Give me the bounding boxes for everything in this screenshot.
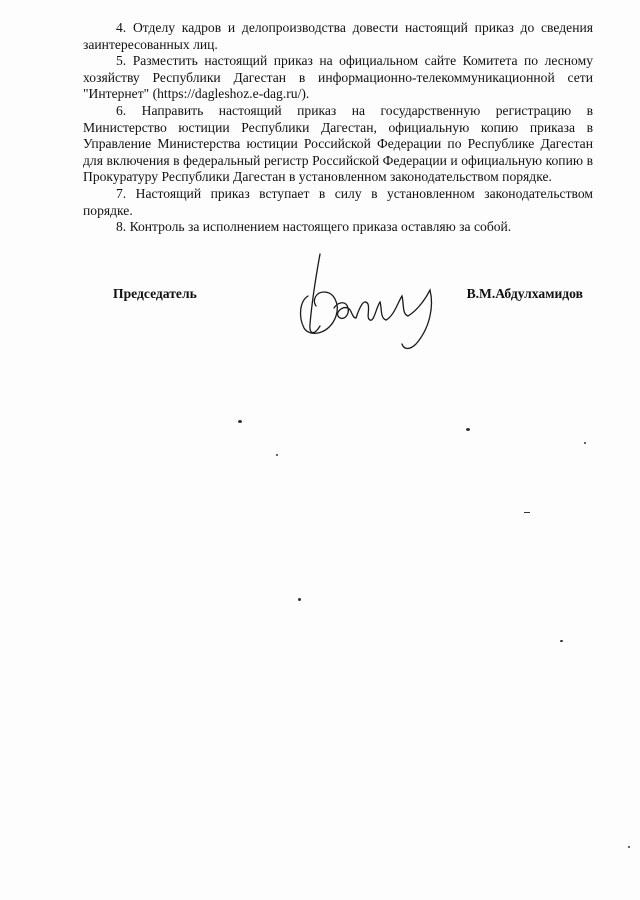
scan-speck bbox=[584, 442, 586, 444]
scan-speck bbox=[466, 428, 470, 431]
scan-speck bbox=[238, 420, 242, 423]
signatory-title: Председатель bbox=[113, 286, 197, 301]
paragraph-4: 4. Отделу кадров и делопроизводства довести настоящий приказ до сведения заинтересованных лиц. bbox=[83, 20, 593, 52]
scan-speck bbox=[276, 454, 278, 456]
scan-speck bbox=[560, 640, 563, 642]
paragraph-5: 5. Разместить настоящий приказ на официальном сайте Комитета по лесному хозяйству Республики Дагестан в информационно-телекоммуникационной сети "Интернет" (https://dagleshoz.e-dag.ru/). bbox=[83, 53, 593, 102]
handwritten-signature bbox=[290, 246, 450, 356]
paragraph-8: 8. Контроль за исполнением настоящего приказа оставляю за собой. bbox=[116, 219, 512, 235]
document-body bbox=[83, 20, 593, 236]
scan-speck bbox=[524, 512, 530, 513]
paragraph-7: 7. Настоящий приказ вступает в силу в установленном законодательством порядке. bbox=[83, 185, 593, 218]
signatory-name: В.М.Абдулхамидов bbox=[466, 286, 583, 301]
paragraph-6: 6. Направить настоящий приказ на государственную регистрацию в Министерство юстиции Республики Дагестан, официальную копию приказа в Управление Министерства юстиции Российской Федерации по Республике Дагестан для включения в федеральный регистр Российской Федерации и официальную копию в Прокуратуру Республики Дагестан в установленном законодательством порядке. bbox=[83, 102, 593, 185]
scan-speck bbox=[298, 598, 301, 601]
scan-speck bbox=[628, 846, 630, 848]
